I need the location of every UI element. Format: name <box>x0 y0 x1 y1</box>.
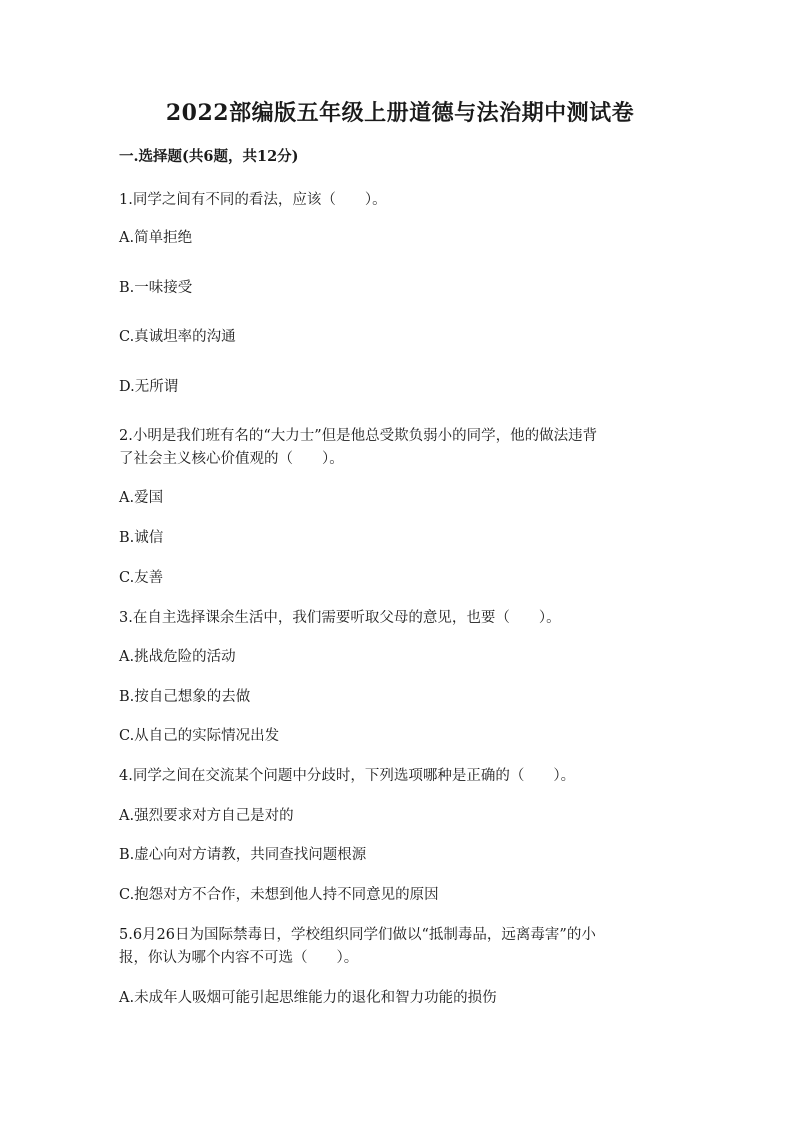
question-3-option-b: B.按自己想象的去做 <box>119 689 251 705</box>
question-3-option-a: A.挑战危险的活动 <box>119 649 236 665</box>
question-1-option-d: D.无所谓 <box>119 379 179 395</box>
question-5-stem-line1: 5.6月26日为国际禁毒日，学校组织同学们做以“抵制毒品，远离毒害”的小 <box>119 927 596 943</box>
question-4-option-a: A.强烈要求对方自己是对的 <box>119 808 294 824</box>
question-5-stem-line2: 报，你认为哪个内容不可选（ ）。 <box>119 950 359 966</box>
question-2-option-c: C.友善 <box>119 570 164 586</box>
question-4-stem: 4.同学之间在交流某个问题中分歧时，下列选项哪种是正确的（ ）。 <box>119 768 576 784</box>
question-4-option-b: B.虚心向对方请教，共同查找问题根源 <box>119 847 367 863</box>
question-3-stem: 3.在自主选择课余生活中，我们需要听取父母的意见，也要（ ）。 <box>119 610 561 626</box>
section-heading: 一.选择题(共6题，共12分) <box>119 148 299 165</box>
question-2-stem-line1: 2.小明是我们班有名的“大力士”但是他总受欺负弱小的同学，他的做法违背 <box>119 428 598 444</box>
question-2-option-b: B.诚信 <box>119 530 164 546</box>
question-2-stem-line2: 了社会主义核心价值观的（ ）。 <box>119 451 344 467</box>
question-1-option-b: B.一味接受 <box>119 280 193 296</box>
question-5-option-a: A.未成年人吸烟可能引起思维能力的退化和智力功能的损伤 <box>119 990 497 1006</box>
question-1-stem: 1.同学之间有不同的看法，应该（ ）。 <box>119 192 387 208</box>
page-title: 2022部编版五年级上册道德与法治期中测试卷 <box>165 100 635 126</box>
question-2-option-a: A.爱国 <box>119 490 164 506</box>
question-3-option-c: C.从自己的实际情况出发 <box>119 728 280 744</box>
question-1-option-c: C.真诚坦率的沟通 <box>119 329 236 345</box>
question-1-option-a: A.简单拒绝 <box>119 230 193 246</box>
question-4-option-c: C.抱怨对方不合作，未想到他人持不同意见的原因 <box>119 887 439 903</box>
